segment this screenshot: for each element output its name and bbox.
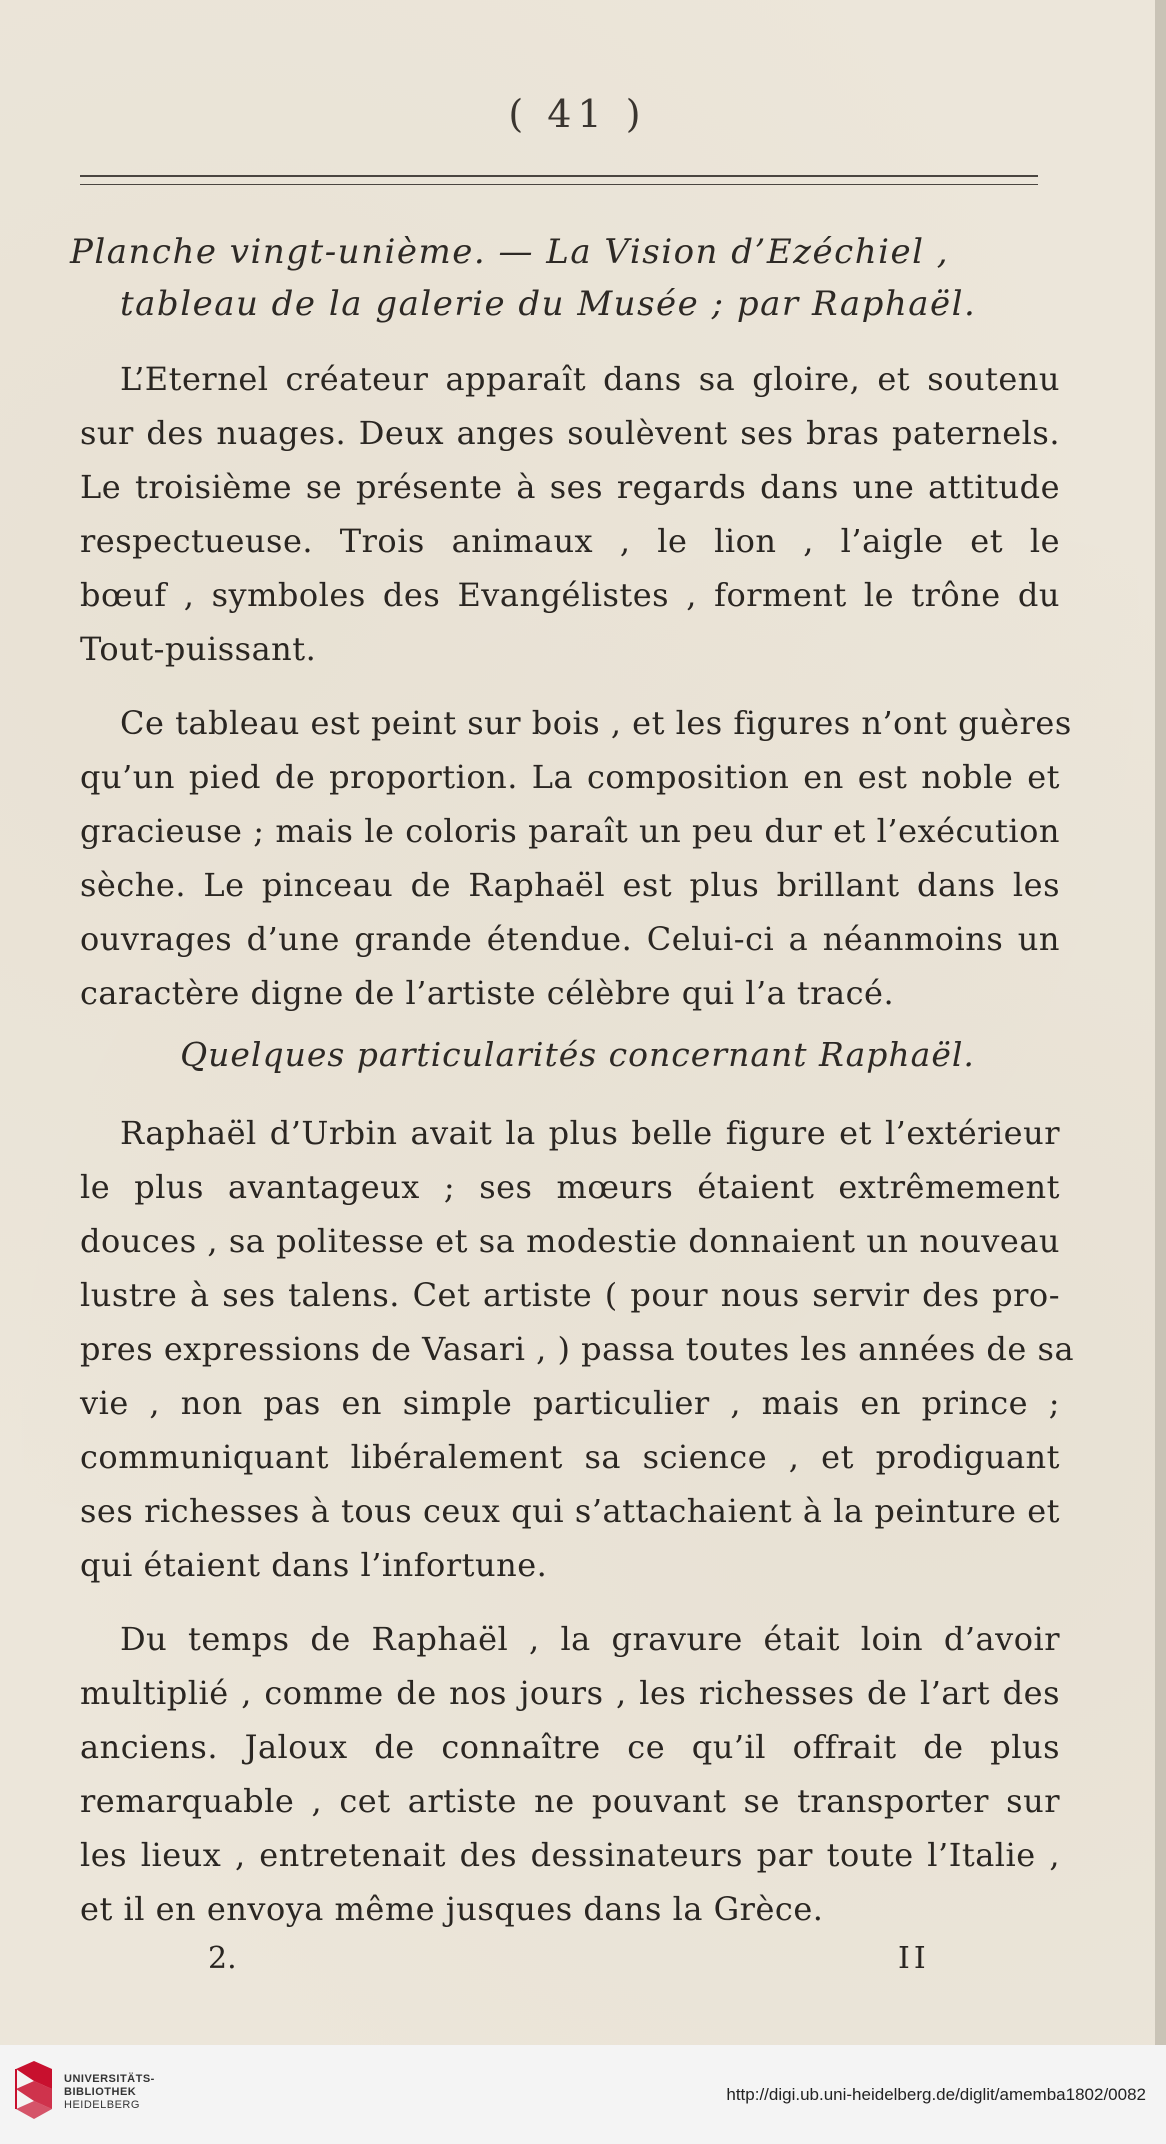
page-number: ( 41 )	[508, 92, 647, 136]
plate-title-line-2: tableau de la galerie du Musée ; par Raphaël.	[120, 284, 977, 324]
text-line: Raphaël d’Urbin avait la plus belle figure et l’extérieur	[120, 1114, 1060, 1152]
text-line: remarquable , cet artiste ne pouvant se transporter sur	[80, 1782, 1060, 1820]
ub-heidelberg-logo-icon[interactable]	[12, 2059, 56, 2121]
text-line: et il en envoya même jusques dans la Grèce.	[80, 1890, 824, 1928]
text-line: pres expressions de Vasari , ) passa toutes les années de sa	[80, 1330, 1075, 1368]
text-line: respectueuse. Trois animaux , le lion , l’aigle et le	[80, 522, 1060, 560]
text-line: multiplié , comme de nos jours , les richesses de l’art des	[80, 1674, 1060, 1712]
text-line: bœuf , symboles des Evangélistes , forment le trône du	[80, 576, 1060, 614]
text-line: sèche. Le pinceau de Raphaël est plus brillant dans les	[80, 866, 1060, 904]
paragraph-3	[80, 1106, 1075, 1592]
sheet-mark: II	[898, 1941, 930, 1976]
text-line: qui étaient dans l’infortune.	[80, 1546, 548, 1584]
text-line: ses richesses à tous ceux qui s’attachaient à la peinture et	[80, 1492, 1060, 1530]
plate-title-line-1: Planche vingt-unième. — La Vision d’Ezéchiel ,	[70, 232, 950, 272]
text-line: qu’un pied de proportion. La composition en est noble et	[80, 758, 1060, 796]
signature-mark: 2.	[208, 1941, 237, 1976]
text-line: les lieux , entretenait des dessinateurs par toute l’Italie ,	[80, 1836, 1060, 1874]
text-line: caractère digne de l’artiste célèbre qui l’a tracé.	[80, 974, 895, 1012]
text-line: lustre à ses talens. Cet artiste ( pour nous servir des pro-	[80, 1276, 1060, 1314]
text-line: L’Eternel créateur apparaît dans sa gloire, et soutenu	[120, 360, 1060, 398]
footer-bar	[0, 2045, 1166, 2144]
text-line: communiquant libéralement sa science , et prodiguant	[80, 1438, 1060, 1476]
header-rule	[80, 175, 1038, 185]
institution-line: BIBLIOTHEK	[64, 2086, 137, 2098]
section-subheading: Quelques particularités concernant Raphaël.	[180, 1035, 975, 1074]
institution-line: UNIVERSITÄTS-	[64, 2073, 155, 2085]
text-line: douces , sa politesse et sa modestie donnaient un nouveau	[80, 1222, 1060, 1260]
text-line: Le troisième se présente à ses regards dans une attitude	[80, 468, 1060, 506]
text-line: Du temps de Raphaël , la gravure était loin d’avoir	[120, 1620, 1060, 1658]
institution-name	[64, 2073, 155, 2112]
text-line: Tout-puissant.	[80, 630, 317, 668]
text-line: Ce tableau est peint sur bois , et les figures n’ont guères	[120, 704, 1072, 742]
text-line: vie , non pas en simple particulier , mais en prince ;	[80, 1384, 1060, 1422]
text-line: sur des nuages. Deux anges soulèvent ses bras paternels.	[80, 414, 1060, 452]
page-edge	[1155, 0, 1166, 2045]
paragraph-4	[80, 1612, 1060, 1936]
text-line: anciens. Jaloux de connaître ce qu’il offrait de plus	[80, 1728, 1060, 1766]
paragraph-2	[80, 696, 1072, 1020]
paragraph-1	[80, 352, 1060, 676]
text-line: gracieuse ; mais le coloris paraît un peu dur et l’exécution	[80, 812, 1060, 850]
institution-line: HEIDELBERG	[64, 2099, 140, 2111]
text-line: ouvrages d’une grande étendue. Celui-ci a néanmoins un	[80, 920, 1060, 958]
text-line: le plus avantageux ; ses mœurs étaient extrêmement	[80, 1168, 1060, 1206]
source-url-link[interactable]: http://digi.ub.uni-heidelberg.de/diglit/amemba1802/0082	[726, 2085, 1146, 2104]
